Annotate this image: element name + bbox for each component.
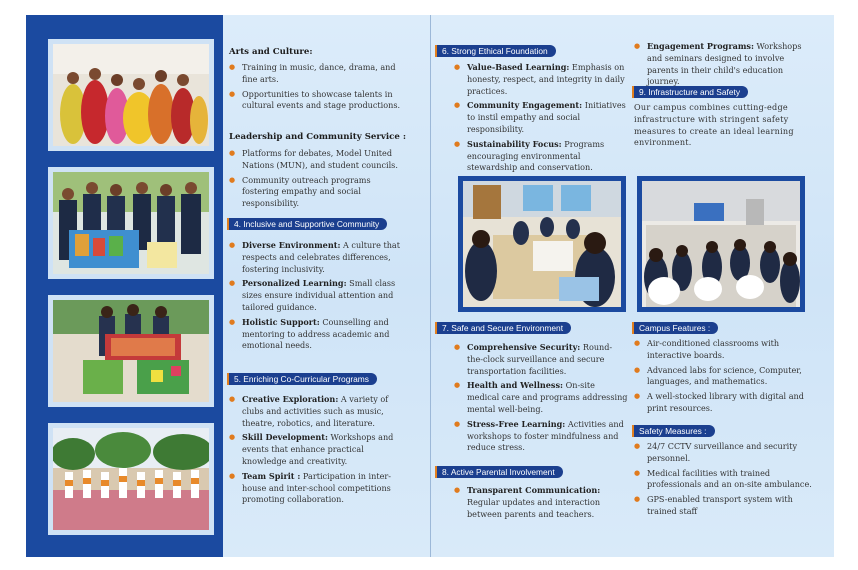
item-text: Counselling and mentoring to address academic and emotional needs.: [242, 316, 390, 351]
item-label: Engagement Programs:: [647, 41, 754, 51]
list-item: [229, 432, 407, 467]
item-label: Diverse Environment:: [242, 240, 341, 250]
list-item: ● A well-stocked library with digital and print resources.: [634, 391, 812, 415]
item-text: Regular updates and interaction between parents and teachers.: [467, 496, 601, 519]
item-text: Activities and workshops to foster mindfulness and reduce stress.: [467, 418, 624, 453]
item-text: A culture that respects and celebrates differences, fostering inclusivity.: [242, 240, 401, 274]
inclusive-heading: 4. Inclusive and Supportive Community: [229, 218, 387, 230]
item-label: Personalized Learning:: [242, 278, 347, 289]
item-label: Value-Based Learning:: [467, 62, 570, 72]
parental-list: [454, 485, 628, 523]
item-text: Programs encouraging environmental stewardship and conservation.: [467, 138, 605, 173]
outdoor-dance-photo: [48, 423, 214, 535]
cocurricular-heading: 5. Enriching Co-Curricular Programs: [229, 373, 377, 385]
infrastructure-text: Our campus combines cutting-edge infrastructure with stringent safety measures to create an ideal learning environment.: [634, 102, 794, 148]
list-item: [454, 342, 628, 377]
item-label: Comprehensive Security:: [467, 342, 581, 352]
safe-heading: 7. Safe and Secure Environment: [437, 322, 571, 334]
ethical-list: [454, 62, 628, 177]
list-item: [229, 394, 407, 429]
list-item: ● Medical facilities with trained professionals and an on-site ambulance.: [634, 468, 812, 492]
list-item: [634, 41, 812, 88]
item-text: Initiatives to instil empathy and social responsibility.: [467, 100, 626, 134]
list-item: ● GPS-enabled transport system with trained staff: [634, 494, 812, 518]
campus-heading: Campus Features :: [634, 322, 718, 334]
item-text: Round-the-clock surveillance and secure transportation facilities.: [467, 342, 613, 376]
ethical-heading: 6. Strong Ethical Foundation: [437, 45, 556, 57]
arts-list: [229, 62, 409, 115]
item-text: A variety of clubs and activities such as music, theatre, robotics, and literature.: [242, 394, 389, 428]
list-item: [229, 278, 407, 313]
smart-classroom-photo: [637, 176, 805, 312]
students-model-photo: [48, 167, 214, 279]
list-item: ● Opportunities to showcase talents in cultural events and stage productions.: [229, 89, 409, 113]
photo-strip: [26, 15, 223, 557]
list-item: ● Advanced labs for science, Computer, languages, and mathematics.: [634, 365, 812, 389]
arts-performance-photo: [48, 39, 214, 151]
item-text: Emphasis on honesty, respect, and integrity in daily practices.: [467, 62, 625, 96]
engagement-list: [634, 41, 812, 91]
list-item: ● Air-conditioned classrooms with interactive boards.: [634, 338, 812, 362]
safety-list: [634, 441, 812, 521]
list-item: ● Platforms for debates, Model United Nations (MUN), and student councils.: [229, 148, 409, 172]
list-item: [454, 380, 628, 415]
list-item: [229, 317, 407, 352]
list-item: [454, 139, 628, 174]
item-text: Workshops and events that enhance practical knowledge and creativity.: [242, 432, 394, 466]
list-item: [229, 240, 407, 275]
cocurricular-list: [229, 394, 407, 509]
infrastructure-heading: 9. Infrastructure and Safety: [634, 86, 748, 98]
item-label: Stress-Free Learning:: [467, 418, 566, 429]
item-text: On-site medical care and programs addressing mental well-being.: [467, 380, 628, 414]
item-label: Sustainability Focus:: [467, 138, 562, 149]
list-item: [454, 62, 628, 97]
item-label: Holistic Support:: [242, 316, 320, 327]
classroom-library-photo: [458, 176, 626, 312]
list-item: ● Community outreach programs fostering empathy and social responsibility.: [229, 175, 409, 210]
inclusive-list: [229, 240, 407, 355]
list-item: [454, 485, 628, 520]
item-text: Small class sizes ensure individual attention and tailored guidance.: [242, 278, 396, 312]
campus-list: [634, 338, 812, 418]
item-label: Team Spirit :: [242, 470, 301, 481]
item-text: Participation in inter-house and inter-school competitions promoting collaboration.: [242, 470, 391, 505]
list-item: ● Training in music, dance, drama, and fine arts.: [229, 62, 409, 86]
list-item: ● 24/7 CCTV surveillance and security personnel.: [634, 441, 812, 465]
list-item: [229, 471, 407, 506]
item-label: Transparent Communication:: [467, 485, 601, 495]
list-item: [454, 419, 628, 454]
students-exhibition-photo: [48, 295, 214, 407]
list-item: [454, 100, 628, 135]
item-label: Community Engagement:: [467, 100, 583, 111]
item-text: Workshops and seminars designed to involve parents in their child's education journey.: [647, 41, 802, 87]
safe-list: [454, 342, 628, 457]
arts-heading: Arts and Culture:: [229, 47, 313, 57]
parental-heading: 8. Active Parental Involvement: [437, 466, 563, 478]
safety-heading: Safety Measures :: [634, 425, 715, 437]
leadership-list: [229, 148, 409, 213]
leadership-heading: Leadership and Community Service :: [229, 132, 407, 142]
item-label: Skill Development:: [242, 432, 328, 443]
item-label: Creative Exploration:: [242, 394, 339, 404]
item-label: Health and Wellness:: [467, 380, 564, 391]
